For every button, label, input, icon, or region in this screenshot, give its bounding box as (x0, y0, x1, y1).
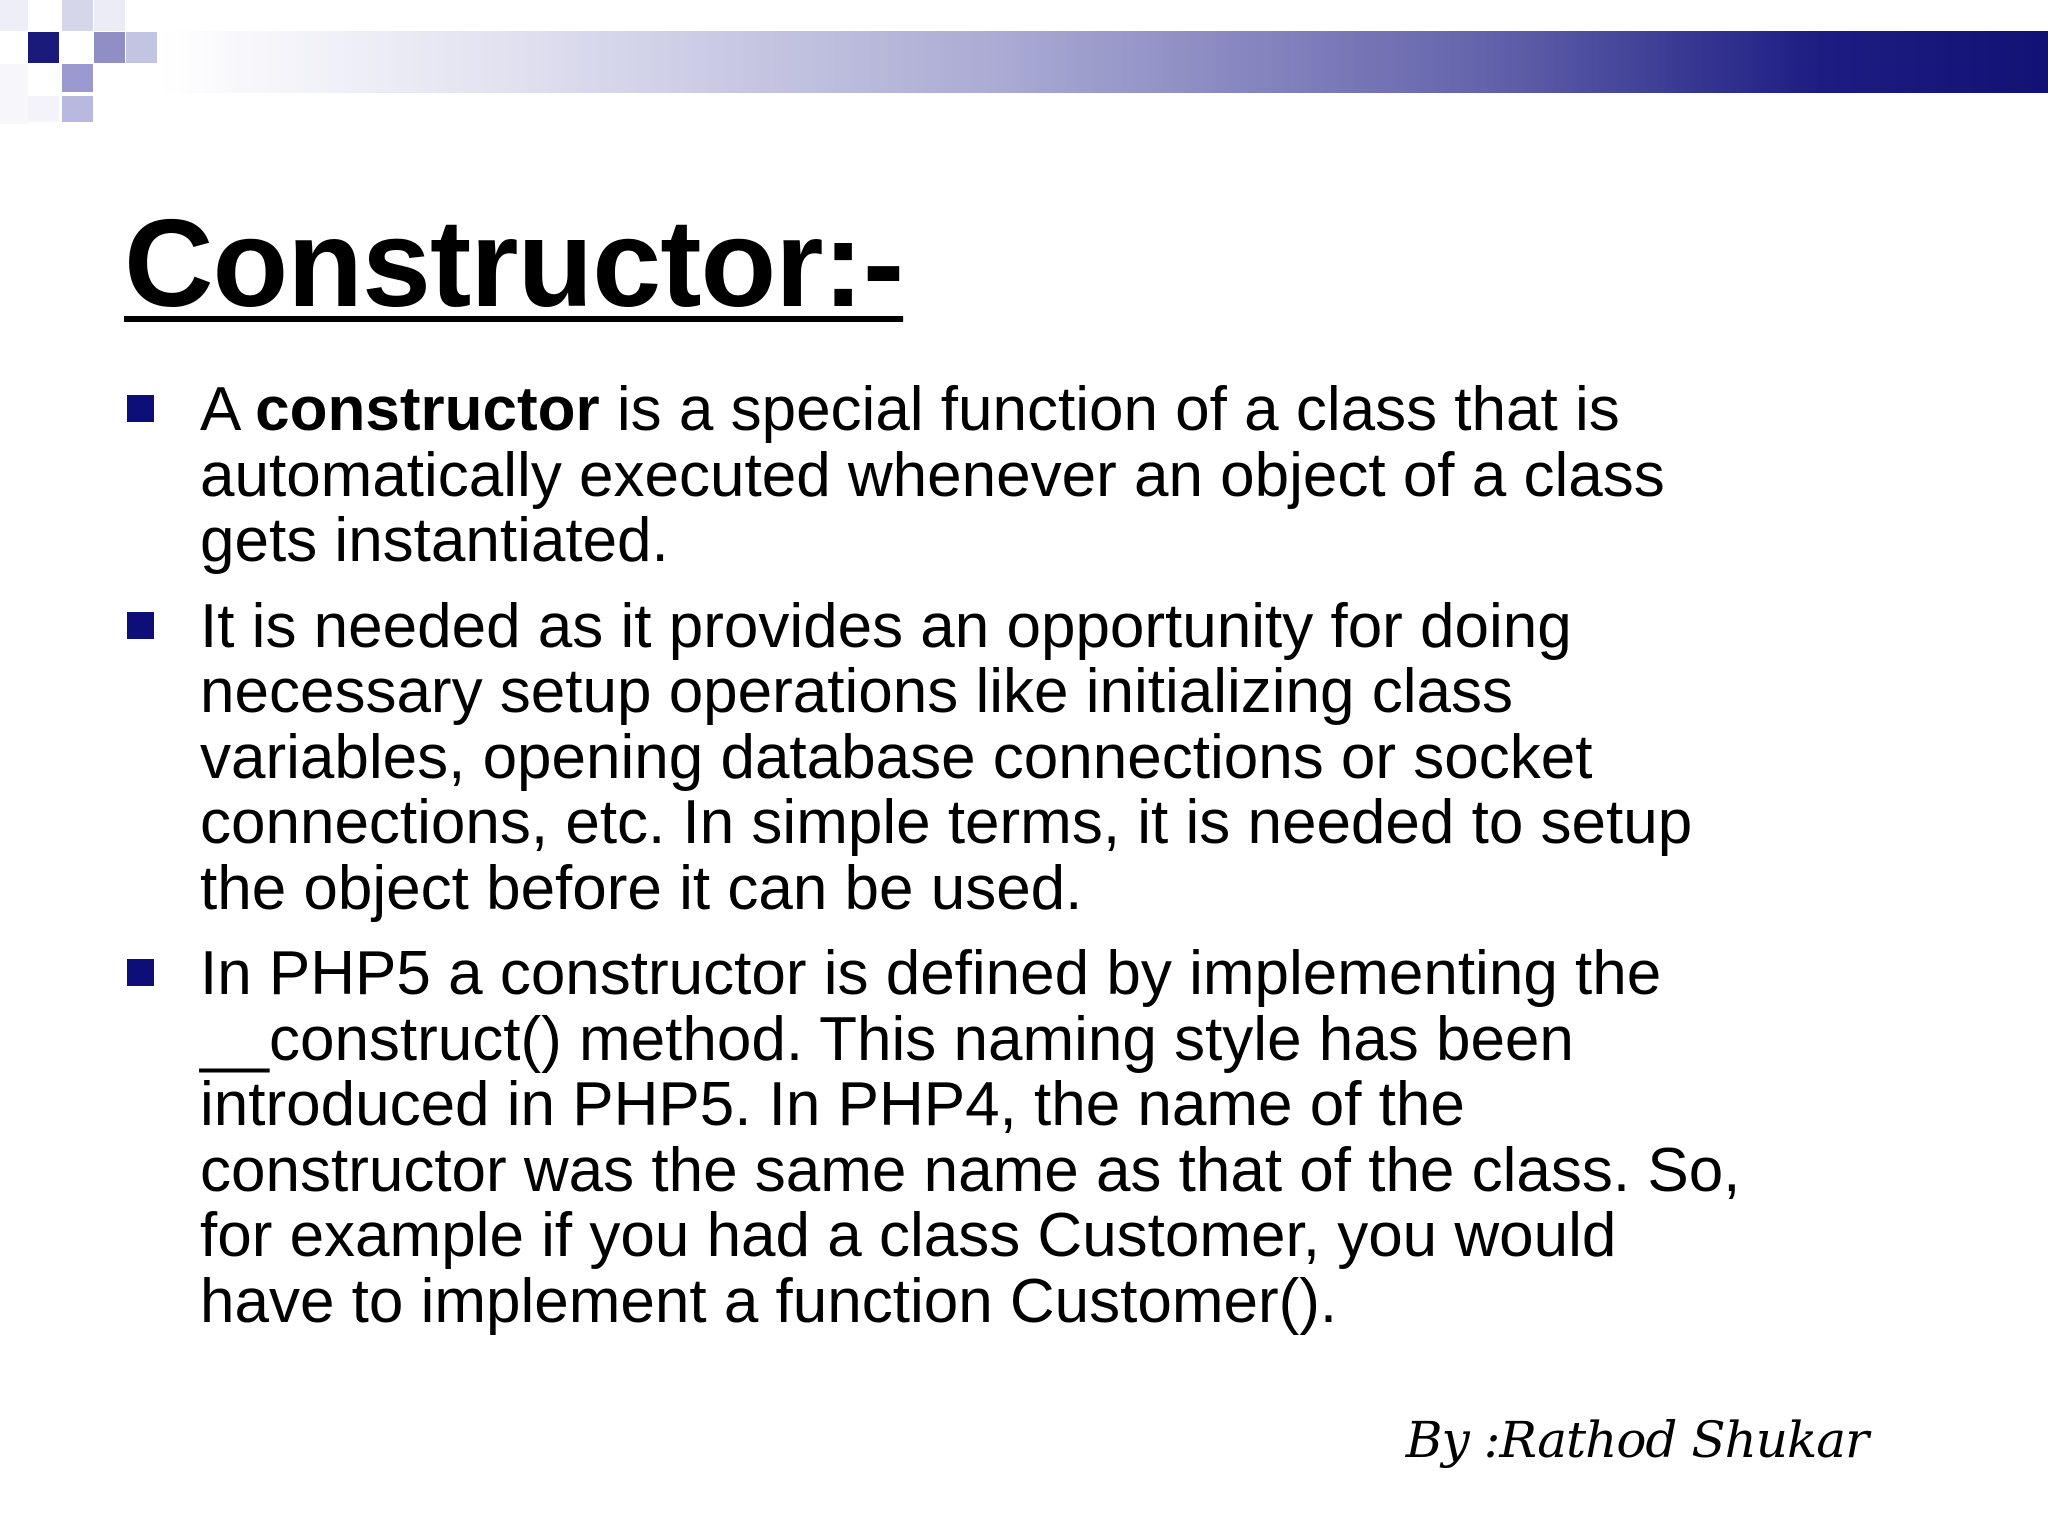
bullet-list (124, 377, 2004, 1354)
bullet-text (200, 377, 2004, 574)
decor-square (126, 32, 157, 63)
decor-square (28, 96, 59, 122)
bullet-line (200, 377, 2004, 443)
decor-square (62, 96, 93, 122)
bullet-line: automatically executed whenever an object of a class (200, 440, 1665, 510)
bullet-line: connections, etc. In simple terms, it is needed to setup (200, 788, 1693, 857)
bullet-line: __construct() method. This naming style has been (200, 1004, 1574, 1074)
square-bullet-icon (127, 395, 154, 422)
decor-square (0, 64, 28, 124)
bullet-line: It is needed as it provides an opportunity for doing (200, 591, 1572, 661)
bullet-line: In PHP5 a constructor is defined by implementing the (200, 939, 1662, 1008)
text-run: is a special function of a class that is (599, 375, 1620, 444)
bullet-line: the object before it can be used. (200, 853, 1083, 923)
bullet-item (124, 591, 2004, 923)
bullet-line: gets instantiated. (200, 506, 669, 575)
bullet-text (200, 941, 2004, 1334)
decor-square (94, 0, 125, 31)
bullet-line: variables, opening database connections or socket (200, 722, 1593, 792)
bullet-line: have to implement a function Customer(). (200, 1266, 1338, 1336)
bullet-item (124, 941, 2004, 1334)
decor-square (28, 32, 59, 63)
bullet-line: introduced in PHP5. In PHP4, the name of the (200, 1070, 1465, 1139)
decor-square (94, 32, 125, 63)
decor-square (62, 64, 93, 92)
header-gradient-bar (160, 31, 2048, 93)
bullet-line: necessary setup operations like initializing class (200, 657, 1513, 726)
decor-square (62, 0, 93, 31)
square-bullet-icon (127, 612, 154, 639)
slide-title: Constructor:- (124, 195, 904, 333)
bullet-line: constructor was the same name as that of the class. So, (200, 1135, 1741, 1205)
bullet-text (200, 591, 2004, 923)
text-run: A (200, 375, 256, 444)
bullet-item (124, 377, 2004, 574)
square-bullet-icon (127, 959, 154, 986)
decor-square (0, 0, 28, 31)
author-credit: By :Rathod Shukar (1405, 1411, 1868, 1469)
bold-term: constructor (255, 375, 600, 444)
bullet-line: for example if you had a class Customer, you would (200, 1201, 1617, 1270)
